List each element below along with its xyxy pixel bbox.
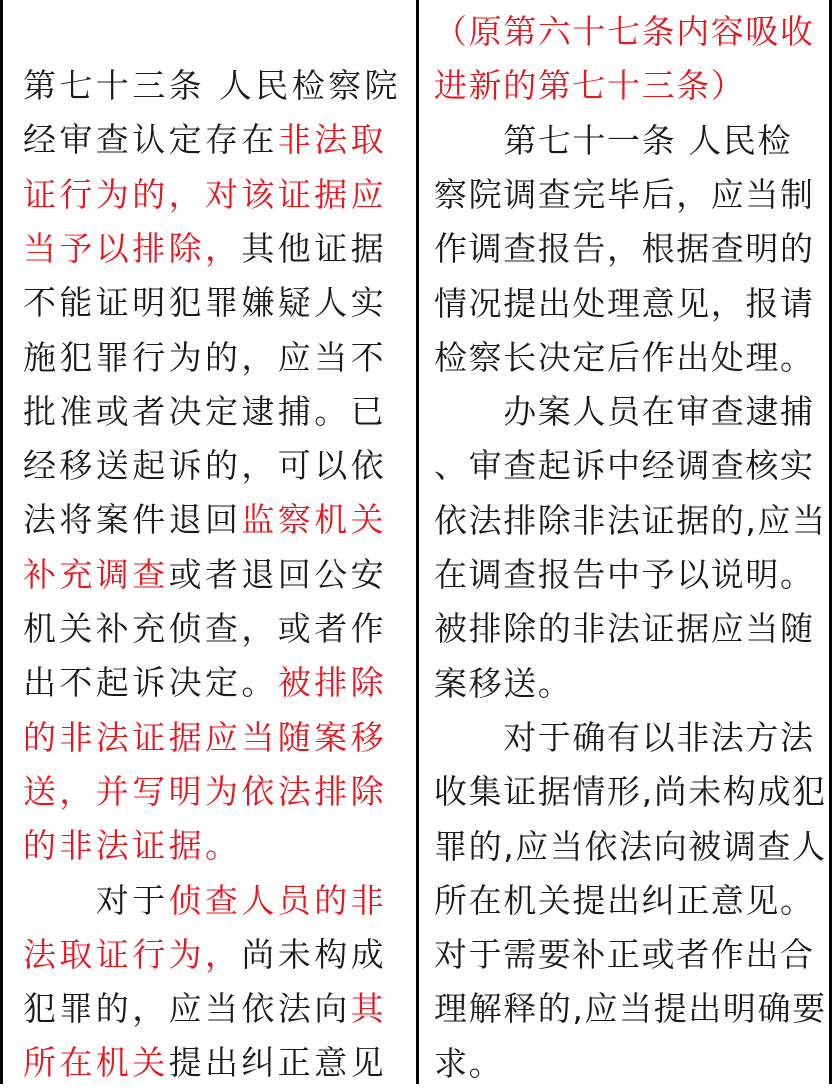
text-line [23, 711, 408, 765]
body-text: 犯罪的，应当依法向 [23, 989, 351, 1029]
body-text: 或者退回公安 [168, 554, 388, 594]
text-line [23, 439, 408, 493]
highlighted-text: 进新的第七十三条） [434, 66, 746, 106]
highlighted-text: 侦查人员的非 [168, 880, 388, 920]
body-text: 被排除的非法证据应当随 [434, 609, 815, 649]
body-text: 依法排除非法证据的,应当 [434, 500, 827, 540]
text-line [434, 277, 819, 331]
text-line [23, 385, 408, 439]
highlighted-text: 监察机关 [241, 500, 388, 540]
text-line [434, 168, 819, 222]
text-line [434, 1037, 819, 1091]
text-line [23, 765, 408, 819]
body-text: 提出纠正意见 [168, 1043, 388, 1083]
body-text: 批准或者决定逮捕。已 [23, 391, 387, 431]
text-line [23, 168, 408, 222]
highlighted-text: 证行为的，对该证据应 [23, 174, 387, 214]
body-text: 经审查认定存在 [23, 120, 278, 160]
text-line [23, 331, 408, 385]
text-line [23, 113, 408, 167]
body-text: 、审查起诉中经调查核实 [434, 446, 815, 486]
highlighted-text: 法取证行为， [23, 934, 242, 974]
highlighted-text: （原第六十七条内容吸收 [434, 12, 815, 51]
text-line [434, 765, 827, 819]
text-line [434, 711, 819, 765]
body-text: 对于 [23, 880, 169, 920]
body-text: 经移送起诉的，可以依 [23, 446, 387, 486]
text-line [23, 548, 408, 602]
text-line [434, 982, 827, 1036]
body-text: 其他证据 [241, 228, 388, 268]
text-line [23, 602, 408, 656]
body-text: 罪的,应当依法向被调查人 [434, 826, 827, 866]
body-text: 对于确有以非法方法 [434, 717, 815, 757]
text-line [434, 114, 819, 168]
text-line [23, 928, 408, 982]
text-line [434, 820, 827, 874]
text-line [23, 493, 408, 547]
text-line [434, 928, 819, 982]
text-line [23, 819, 408, 873]
text-line [23, 222, 408, 276]
body-text: 第七十一条 人民检 [434, 120, 793, 160]
text-line [434, 874, 819, 928]
body-text: 检察长决定后作出处理。 [434, 337, 815, 377]
text-line [434, 494, 827, 548]
body-text: 不能证明犯罪嫌疑人实 [23, 283, 387, 323]
text-line [434, 5, 819, 59]
text-line [23, 874, 408, 928]
body-text: 察院调查完毕后，应当制 [434, 174, 815, 214]
text-line [23, 1036, 408, 1090]
highlighted-text: 所在机关 [23, 1043, 169, 1083]
text-line [434, 59, 819, 113]
body-text: 机关补充侦查，或者作 [23, 609, 387, 648]
text-line [23, 982, 408, 1036]
body-text: 出不起诉决定。 [23, 663, 278, 703]
body-text: 所在机关提出纠正意见。 [434, 880, 815, 920]
text-line [434, 602, 819, 656]
body-text: 对于需要补正或者作出合 [434, 935, 815, 975]
body-text: 情况提出处理意见，报请 [434, 283, 815, 323]
highlighted-text: 的非法证据应当随案移 [23, 717, 387, 757]
body-text: 尚未构成 [241, 934, 388, 974]
highlighted-text: 被排除 [277, 663, 388, 703]
text-line [434, 548, 819, 602]
body-text: 法将案件退回 [23, 500, 242, 540]
text-line [434, 222, 819, 276]
highlighted-text: 非法取 [277, 120, 388, 160]
body-text: 在调查报告中予以说明。 [434, 555, 815, 594]
text-line [434, 657, 819, 711]
body-text: 第七十三条 人民检察院 [23, 66, 401, 105]
highlighted-text: 其 [350, 989, 388, 1029]
highlighted-text: 送，并写明为依法排除 [23, 771, 387, 811]
body-text: 办案人员在审查逮捕 [434, 392, 815, 432]
text-line [434, 331, 819, 385]
text-line [23, 276, 408, 330]
text-line [434, 439, 819, 493]
body-text: 施犯罪行为的，应当不 [23, 337, 387, 377]
text-line [434, 385, 819, 439]
text-line [23, 59, 408, 113]
body-text: 案移送。 [434, 663, 573, 703]
text-line [23, 656, 408, 710]
highlighted-text: 当予以排除， [23, 228, 242, 268]
body-text: 求。 [434, 1043, 504, 1083]
highlighted-text: 的非法证据。 [23, 826, 242, 866]
highlighted-text: 补充调查 [23, 554, 169, 594]
body-text: 作调查报告，根据查明的 [434, 229, 815, 269]
column-divider [416, 0, 419, 1084]
body-text: 收集证据情形,尚未构成犯 [434, 772, 827, 812]
body-text: 理解释的,应当提出明确要 [434, 989, 827, 1029]
